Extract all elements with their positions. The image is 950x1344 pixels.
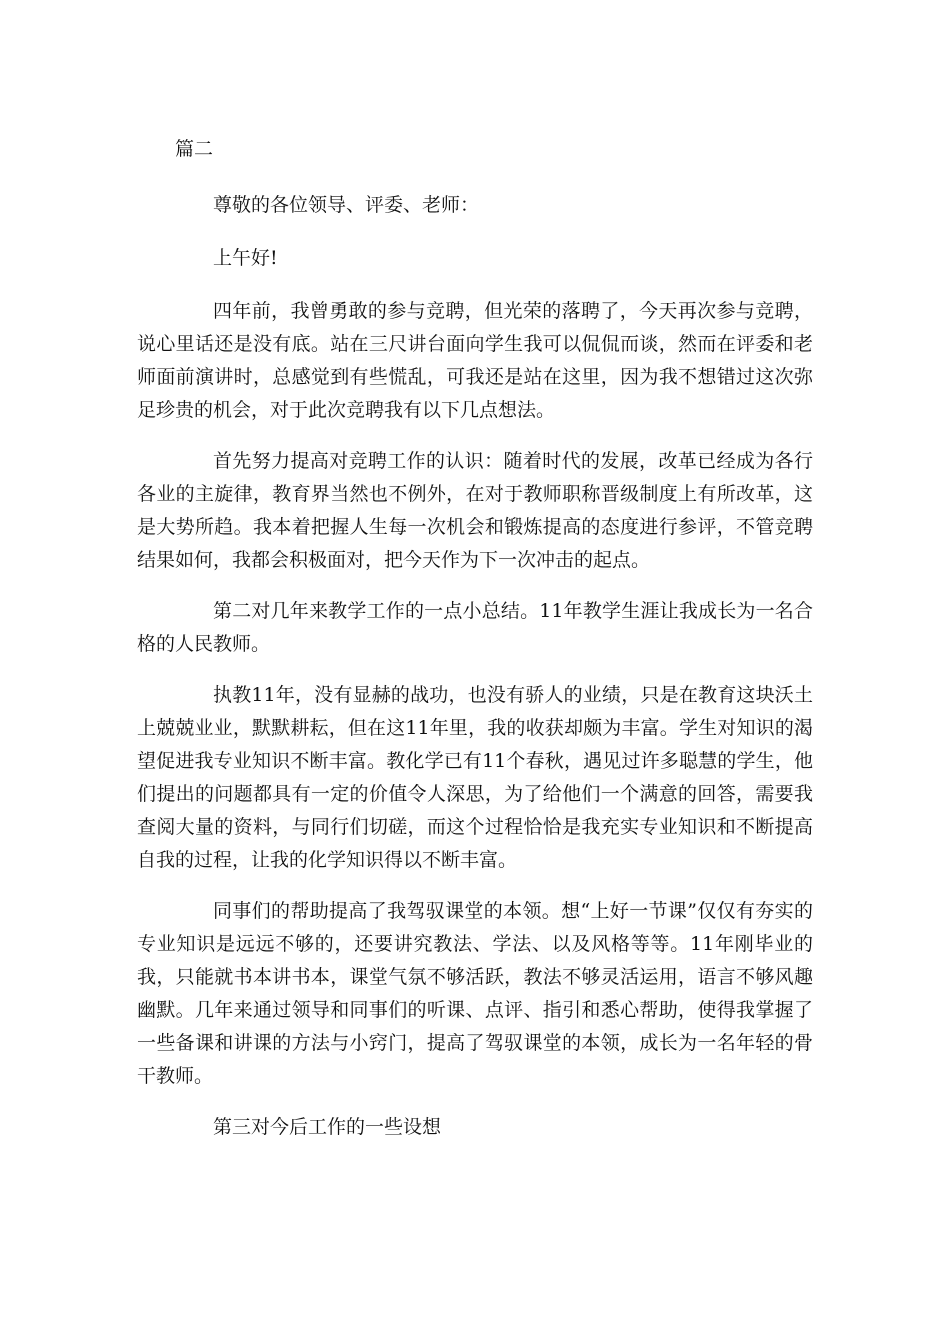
body-paragraph: 同事们的帮助提高了我驾驭课堂的本领。想“上好一节课”仅仅有夯实的专业知识是远远不够的，还要讲究教法、学法、以及风格等等。11年刚毕业的我，只能就书本讲书本，课堂气氛不够活跃，教法不够灵活运用，语言不够风趣幽默。几年来通过领导和同事们的听课、点评、指引和悉心帮助，使得我掌握了一些备课和讲课的方法与小窍门，提高了驾驭课堂的本领，成长为一名年轻的骨干教师。	[137, 900, 813, 1087]
section-title: 篇二	[175, 138, 214, 160]
body-paragraph: 执教11年，没有显赫的战功，也没有骄人的业绩，只是在教育这块沃土上兢兢业业，默默耕耘，但在这11年里，我的收获却颇为丰富。学生对知识的渴望促进我专业知识不断丰富。教化学已有11个春秋，遇见过许多聪慧的学生，他们提出的问题都具有一定的价值令人深思，为了给他们一个满意的回答，需要我查阅大量的资料，与同行们切磋，而这个过程恰恰是我充实专业知识和不断提高自我的过程，让我的化学知识得以不断丰富。	[137, 684, 813, 871]
greeting-paragraph: 上午好!	[213, 247, 278, 269]
body-paragraph: 第二对几年来教学工作的一点小总结。11年教学生涯让我成长为一名合格的人民教师。	[137, 600, 813, 655]
document-body	[137, 189, 813, 1162]
salutation-paragraph: 尊敬的各位领导、评委、老师：	[213, 194, 480, 216]
body-paragraph: 首先努力提高对竞聘工作的认识：随着时代的发展，改革已经成为各行各业的主旋律，教育界当然也不例外，在对于教师职称晋级制度上有所改革，这是大势所趋。我本着把握人生每一次机会和锻炼提高的态度进行参评，不管竞聘结果如何，我都会积极面对，把今天作为下一次冲击的起点。	[137, 450, 813, 571]
body-paragraph: 四年前，我曾勇敢的参与竞聘，但光荣的落聘了，今天再次参与竞聘，说心里话还是没有底。站在三尺讲台面向学生我可以侃侃而谈，然而在评委和老师面前演讲时，总感觉到有些慌乱，可我还是站在这里，因为我不想错过这次弥足珍贵的机会，对于此次竞聘我有以下几点想法。	[137, 300, 813, 421]
body-paragraph: 第三对今后工作的一些设想	[213, 1116, 442, 1138]
